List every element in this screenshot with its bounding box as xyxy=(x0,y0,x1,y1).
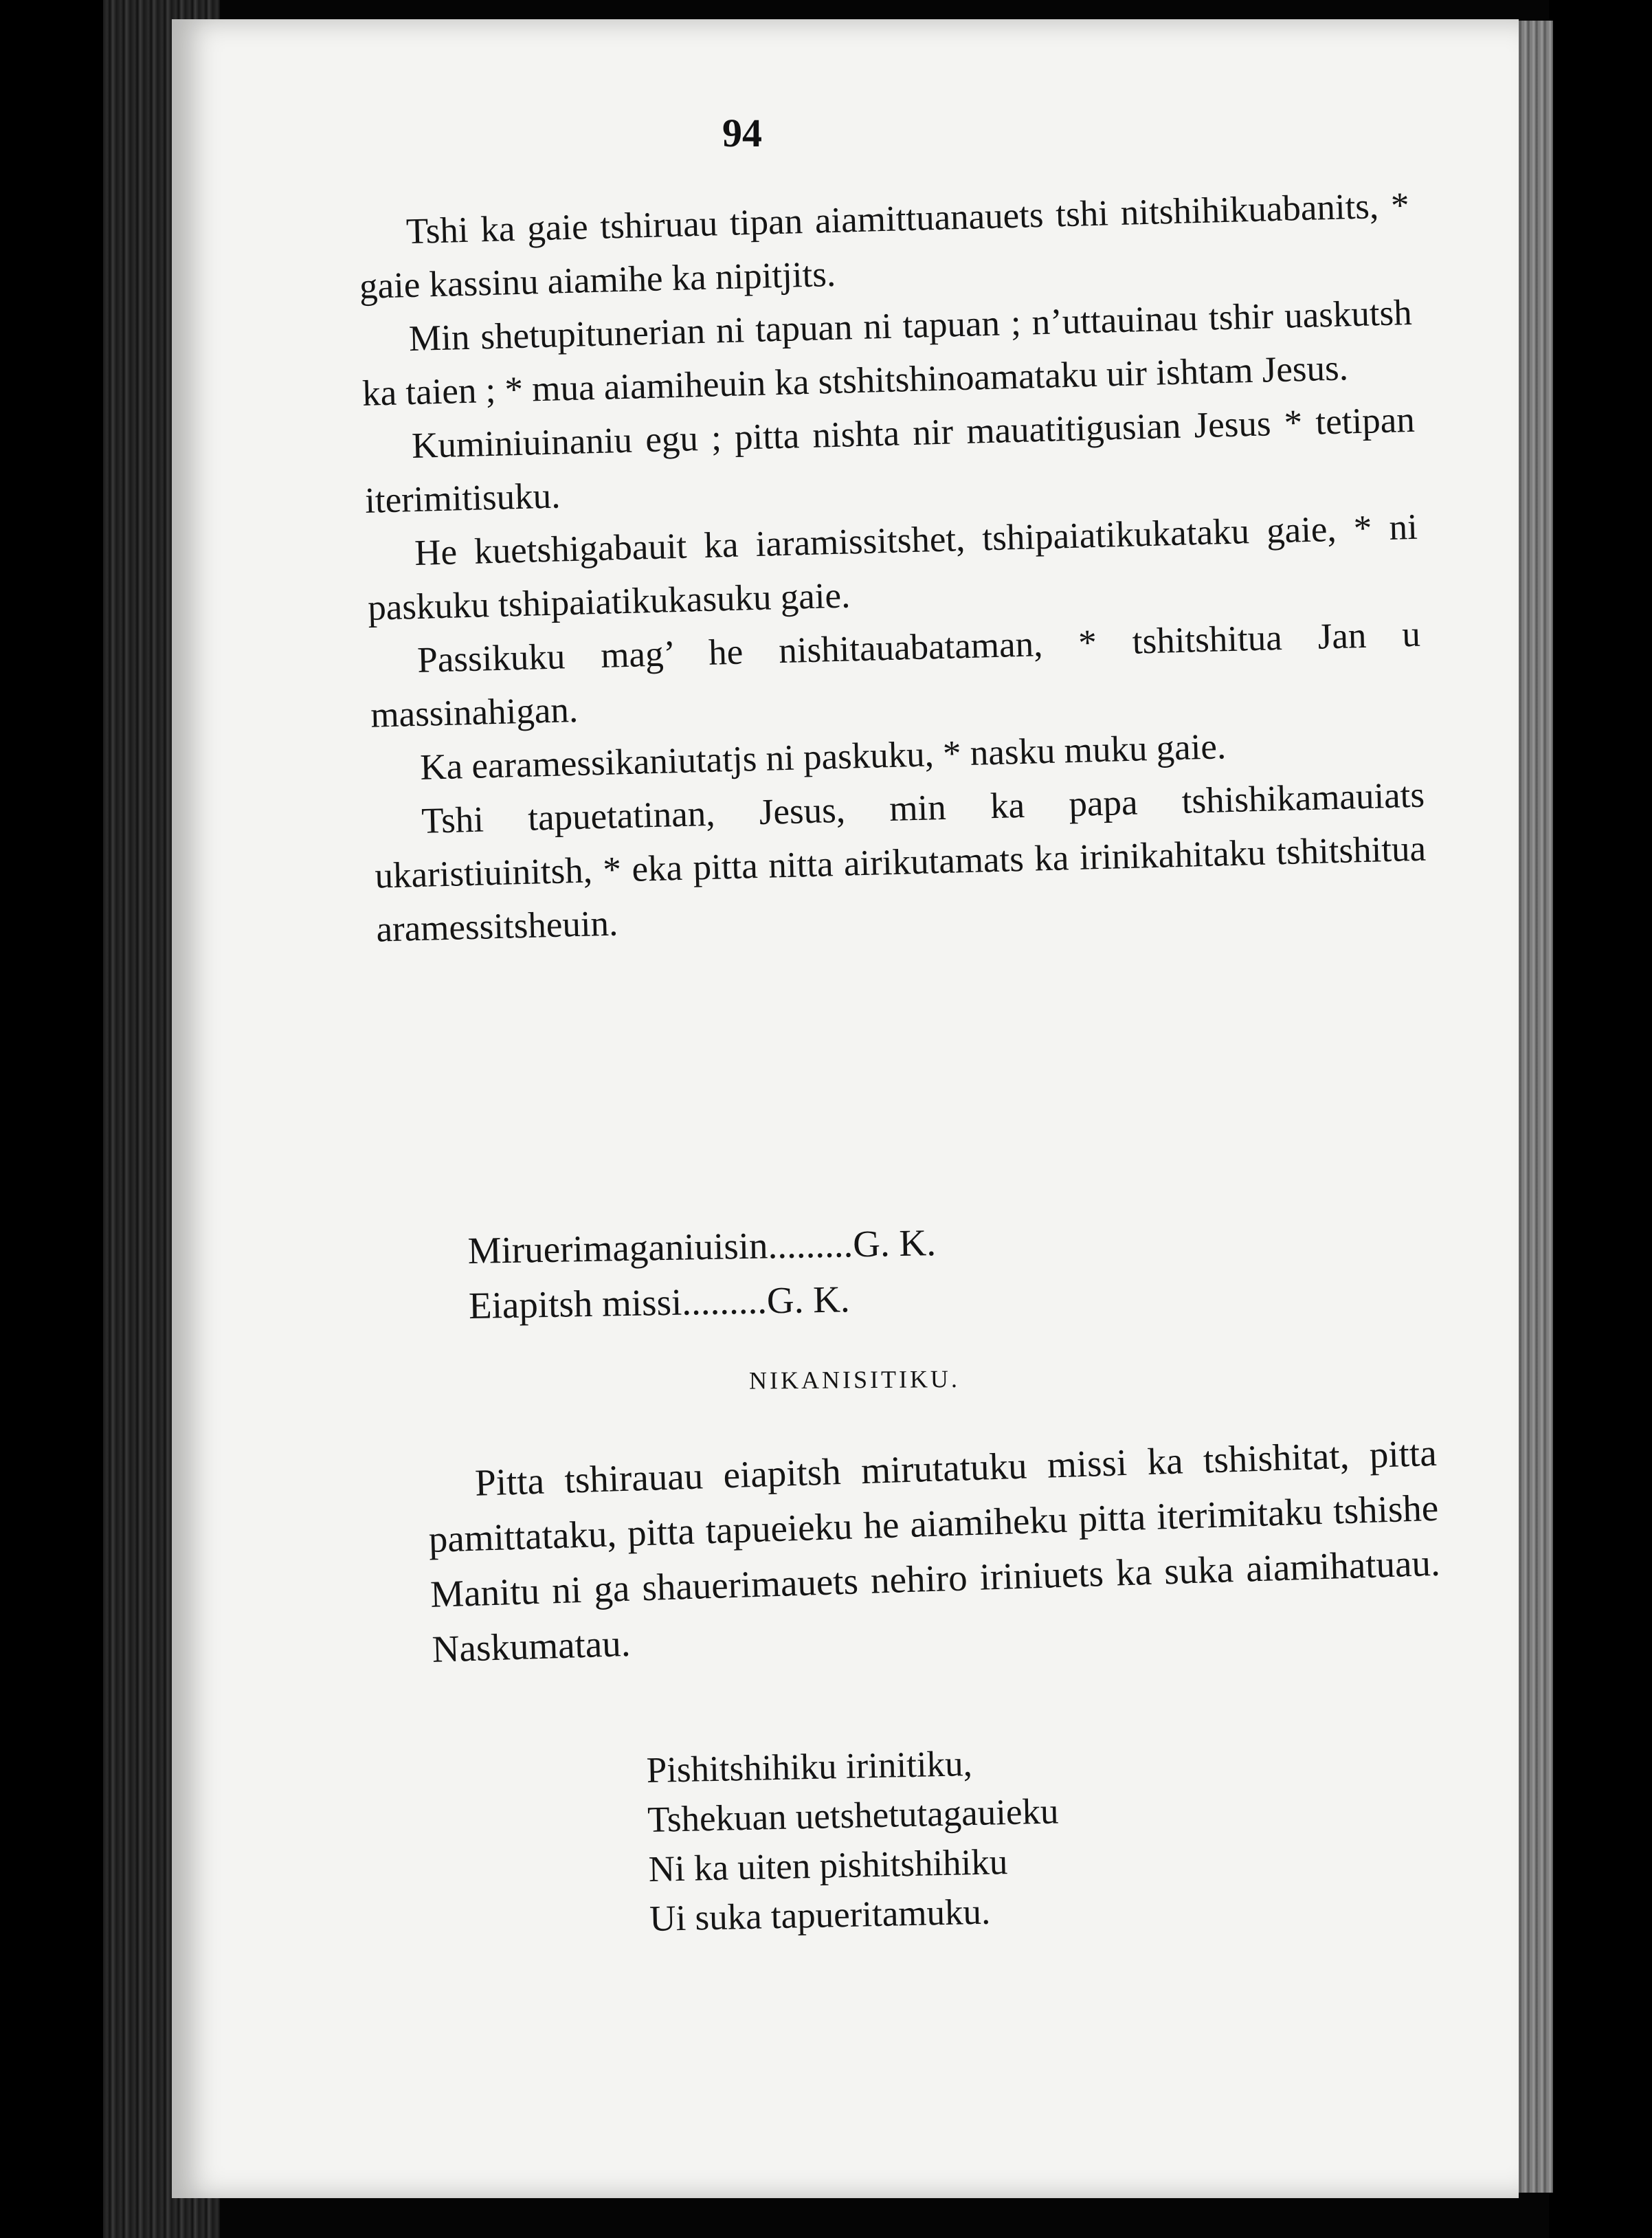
verse xyxy=(646,1733,1269,1944)
verse-line: Tshekuan uetshetutagauieku xyxy=(647,1791,1059,1840)
prayer-paragraph: Pitta tshirauau eiapitsh mirutatuku missi ka tshishitat, pitta pamittataku, pitta tapueieku he aiamiheku pitta iterimitaku tshishe Manitu ni ga shauerimauets nehiro iriniuets ka suka aiamihatuau. Naskumatau. xyxy=(427,1431,1441,1670)
rubric-line: Miruerimaganiuisin.........G. K. xyxy=(467,1221,937,1272)
paragraph: He kuetshigabauit ka iaramissitshet, tshipaiatikukataku gaie, * ni paskuku tshipaiatikukasuku gaie. xyxy=(367,507,1418,628)
section-title: NIKANISITIKU. xyxy=(748,1364,961,1395)
paragraph: Min shetupitunerian ni tapuan ni tapuan ; n’uttauinau tshir uaskutsh ka taien ; * mua aiamiheuin ka stshitshinoamataku uir ishtam Jesus. xyxy=(361,292,1413,414)
scan-border-right xyxy=(1549,0,1652,2238)
verse-line: Ui suka tapueritamuku. xyxy=(649,1892,991,1939)
verse-line: Pishitshihiku irinitiku, xyxy=(646,1744,973,1791)
paragraph: Kuminiuinaniu egu ; pitta nishta nir mauatitigusian Jesus * tetipan iterimitisuku. xyxy=(364,399,1416,521)
paragraph: Tshi tapuetatinan, Jesus, min ka papa tshishikamauiats ukaristiuinitsh, * eka pitta nitta airikutamats ka irinikahitaku tshitshitua aramessitsheuin. xyxy=(374,775,1427,950)
page-number: 94 xyxy=(722,111,762,155)
rubrics xyxy=(467,1212,1157,1333)
paragraph: Passikuku mag’ he nishitauabataman, * tshitshitua Jan u massinahigan. xyxy=(370,614,1421,735)
paragraph: Ka earamessikaniutatjs ni paskuku, * nasku muku gaie. xyxy=(419,727,1227,788)
rubric-line: Eiapitsh missi.........G. K. xyxy=(468,1278,851,1327)
prayer-text xyxy=(426,1426,1442,1677)
paragraph: Tshi ka gaie tshiruau tipan aiamittuanauets tshi nitshihikuabanits, * gaie kassinu aiamihe ka nipitjits. xyxy=(359,185,1410,307)
verse-line: Ni ka uiten pishitshihiku xyxy=(648,1842,1008,1890)
scan-border-left xyxy=(0,0,103,2238)
hymn-text xyxy=(357,179,1428,957)
